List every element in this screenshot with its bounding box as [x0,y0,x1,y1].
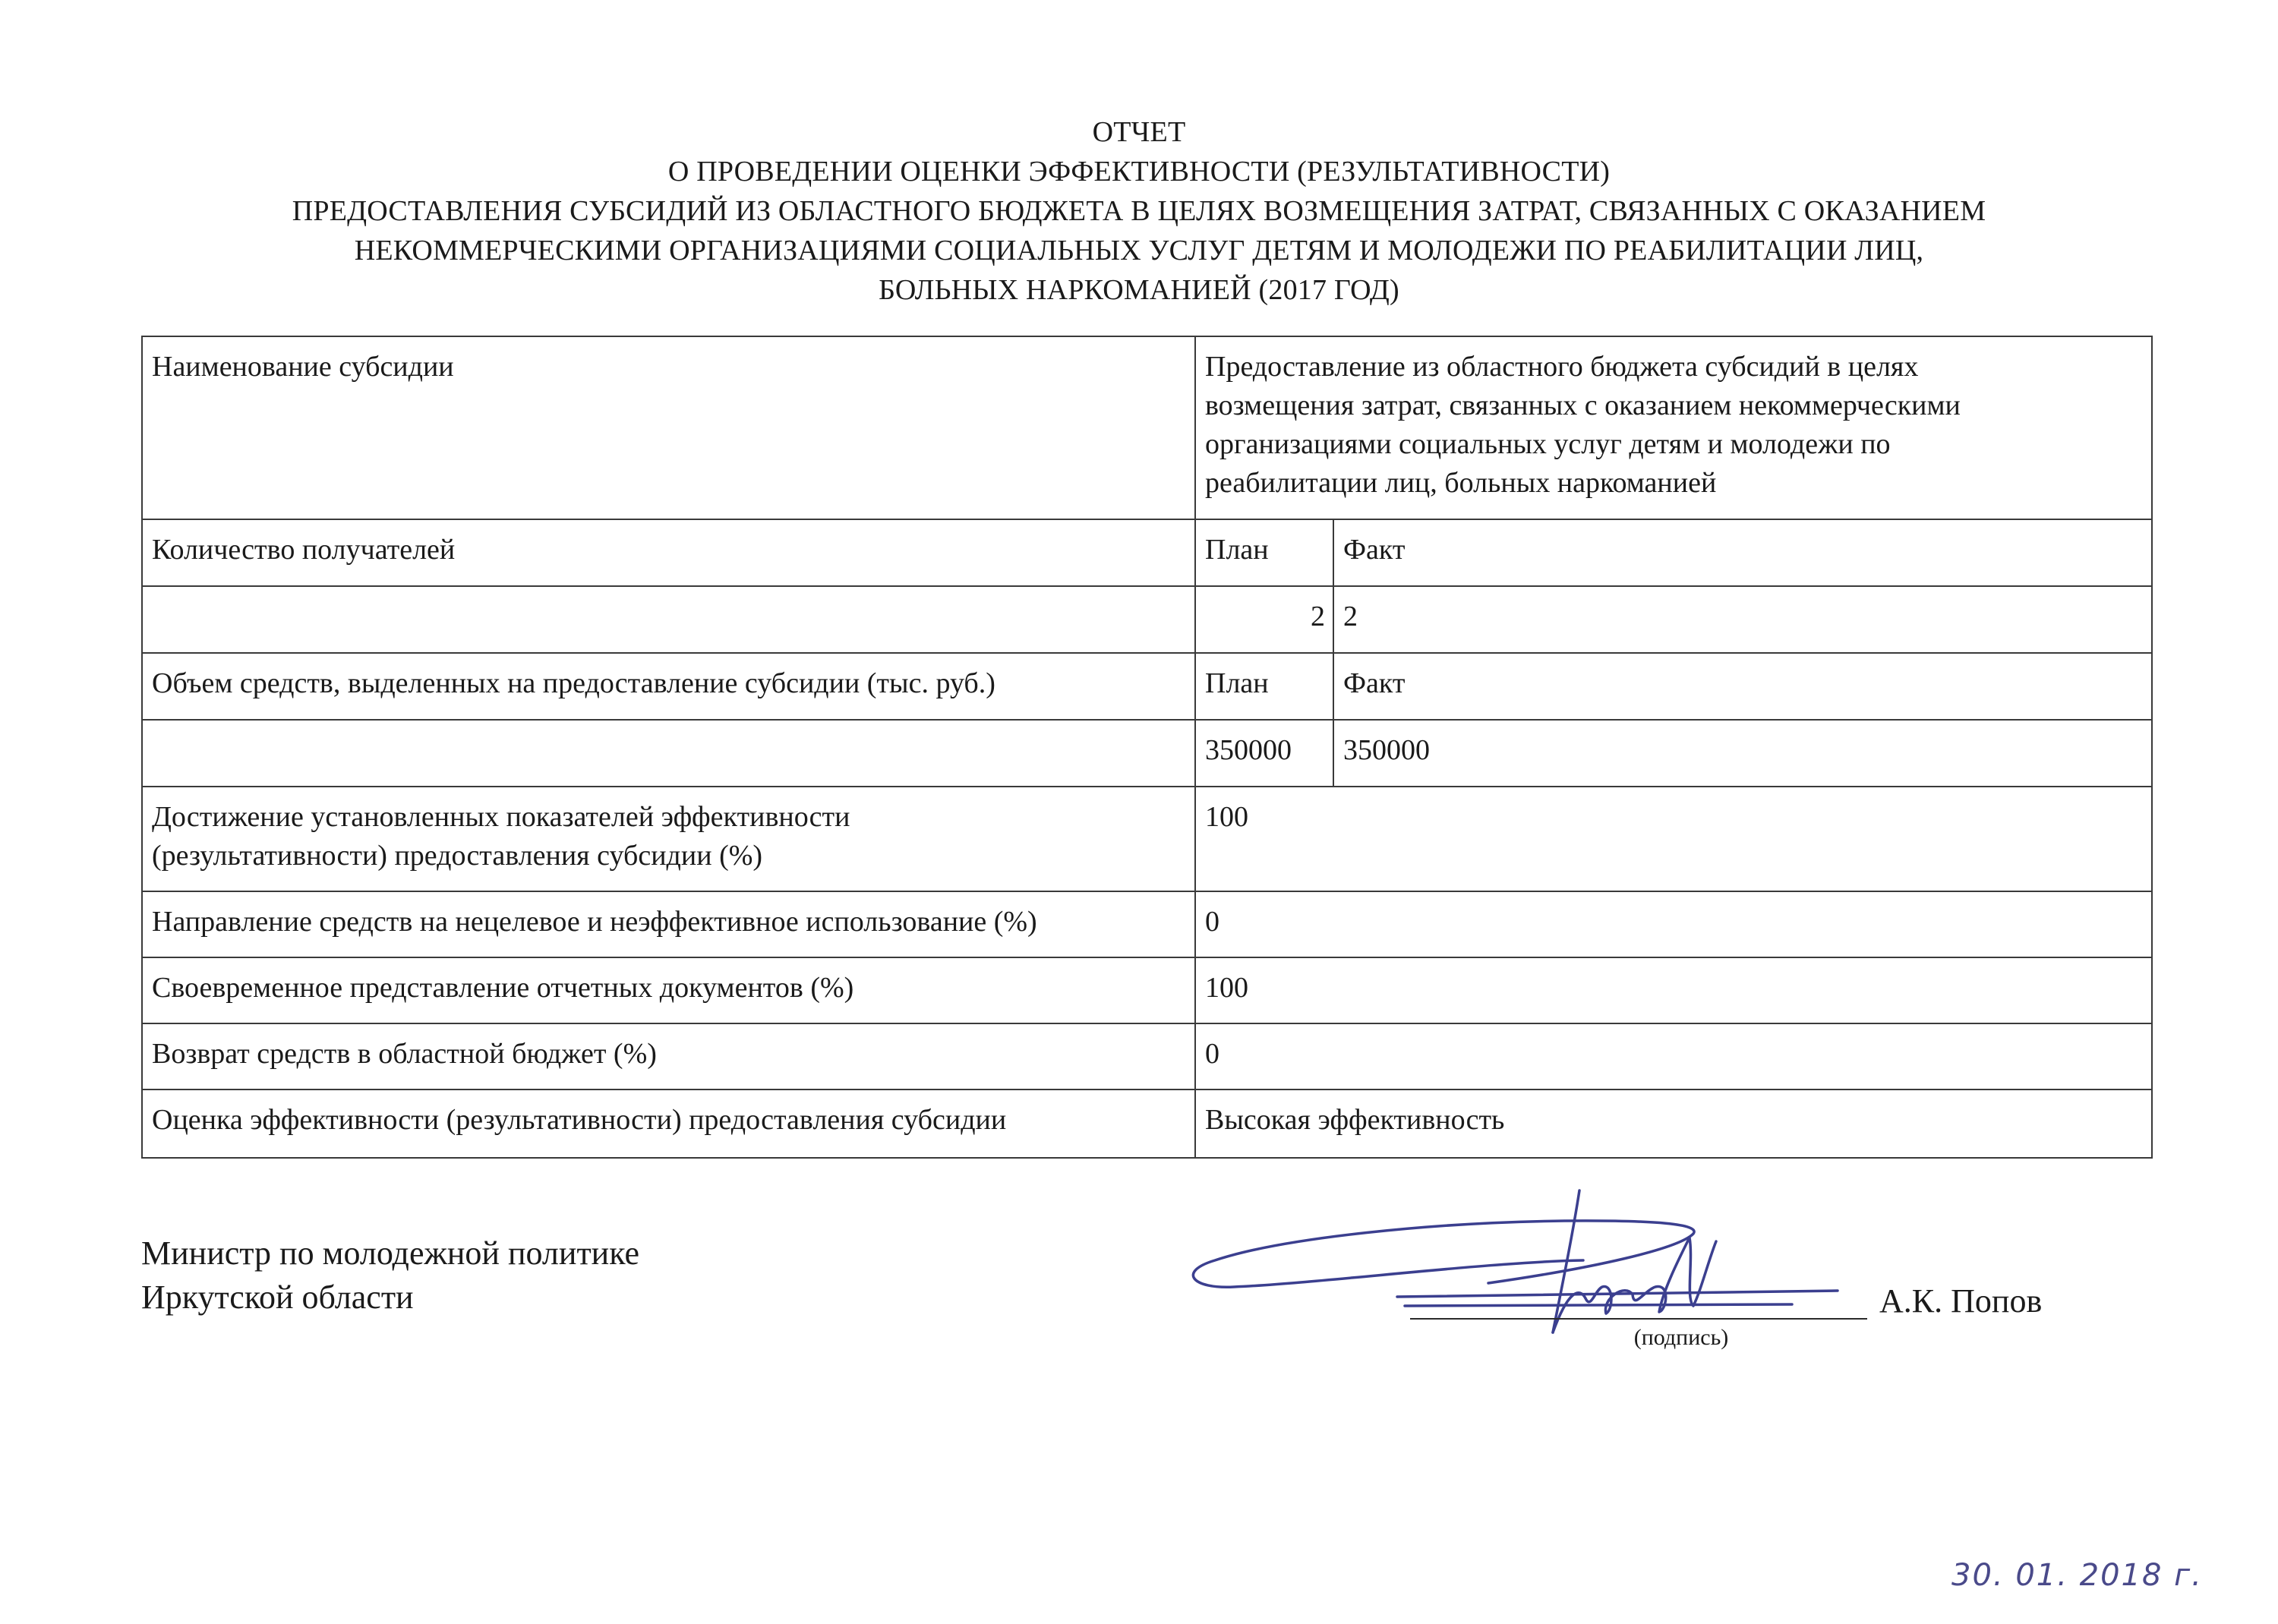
recipients-fact-header: Факт [1333,519,2152,586]
title-line-3: ПРЕДОСТАВЛЕНИЯ СУБСИДИЙ ИЗ ОБЛАСТНОГО БЮДЖЕТА В ЦЕЛЯХ ВОЗМЕЩЕНИЯ ЗАТРАТ, СВЯЗАННЫХ С ОКАЗАНИЕМ [292,195,1986,227]
subsidy-name-line: возмещения затрат, связанных с оказанием некоммерческими [1205,389,1961,421]
title-line-5: БОЛЬНЫХ НАРКОМАНИЕЙ (2017 ГОД) [879,274,1399,306]
funds-label: Объем средств, выделенных на предоставление субсидии (тыс. руб.) [142,653,1195,720]
recipients-plan-value: 2 [1195,586,1333,653]
table-row [142,586,2152,653]
title-line-4: НЕКОММЕРЧЕСКИМИ ОРГАНИЗАЦИЯМИ СОЦИАЛЬНЫХ УСЛУГ ДЕТЯМ И МОЛОДЕЖИ ПО РЕАБИЛИТАЦИИ ЛИЦ, [354,235,1924,266]
table-row [142,787,2152,891]
subsidy-name-line: организациями социальных услуг детям и молодежи по [1205,428,1891,460]
table-row [142,957,2152,1023]
subsidy-name-label: Наименование субсидии [142,336,1195,519]
empty-cell [142,586,1195,653]
funds-plan-header: План [1195,653,1333,720]
table-row [142,720,2152,787]
signer-position [141,1231,639,1320]
subsidy-name-line: Предоставление из областного бюджета субсидий в целях [1205,351,1919,383]
recipients-label: Количество получателей [142,519,1195,586]
funds-plan-value: 350000 [1195,720,1333,787]
misuse-value: 0 [1195,891,2152,957]
position-line-1: Министр по молодежной политике [141,1235,640,1272]
empty-cell [142,720,1195,787]
position-line-2: Иркутской области [141,1279,414,1316]
table-row [142,519,2152,586]
funds-fact-value: 350000 [1333,720,2152,787]
table-row [142,1023,2152,1089]
misuse-label: Направление средств на нецелевое и неэффективное использование (%) [142,891,1195,957]
evaluation-label: Оценка эффективности (результативности) предоставления субсидии [142,1089,1195,1158]
subsidy-name-value [1195,336,2152,519]
table-row [142,1089,2152,1158]
timely-value: 100 [1195,957,2152,1023]
recipients-plan-header: План [1195,519,1333,586]
table-row [142,653,2152,720]
signer-name: А.К. Попов [1879,1282,2043,1320]
evaluation-value: Высокая эффективность [1195,1089,2152,1158]
funds-fact-header: Факт [1333,653,2152,720]
report-title [0,112,2278,310]
subsidy-name-line: реабилитации лиц, больных наркоманией [1205,467,1717,499]
recipients-fact-value: 2 [1333,586,2152,653]
table-row [142,891,2152,957]
title-line-2: О ПРОВЕДЕНИИ ОЦЕНКИ ЭФФЕКТИВНОСТИ (РЕЗУЛЬТАТИВНОСТИ) [667,156,1611,188]
achievement-label-line: (результативности) предоставления субсидии (%) [152,840,763,872]
refund-value: 0 [1195,1023,2152,1089]
signature-line [1410,1318,1867,1320]
achievement-label [142,787,1195,891]
achievement-value: 100 [1195,787,2152,891]
title-line-1: ОТЧЕТ [1092,116,1186,148]
handwritten-date: 30. 01. 2018 г. [1951,1558,2203,1593]
signature-caption: (подпись) [1633,1325,1729,1350]
refund-label: Возврат средств в областной бюджет (%) [142,1023,1195,1089]
timely-label: Своевременное представление отчетных документов (%) [142,957,1195,1023]
table-row [142,336,2152,519]
report-table [141,336,2153,1159]
achievement-label-line: Достижение установленных показателей эффективности [152,801,850,833]
